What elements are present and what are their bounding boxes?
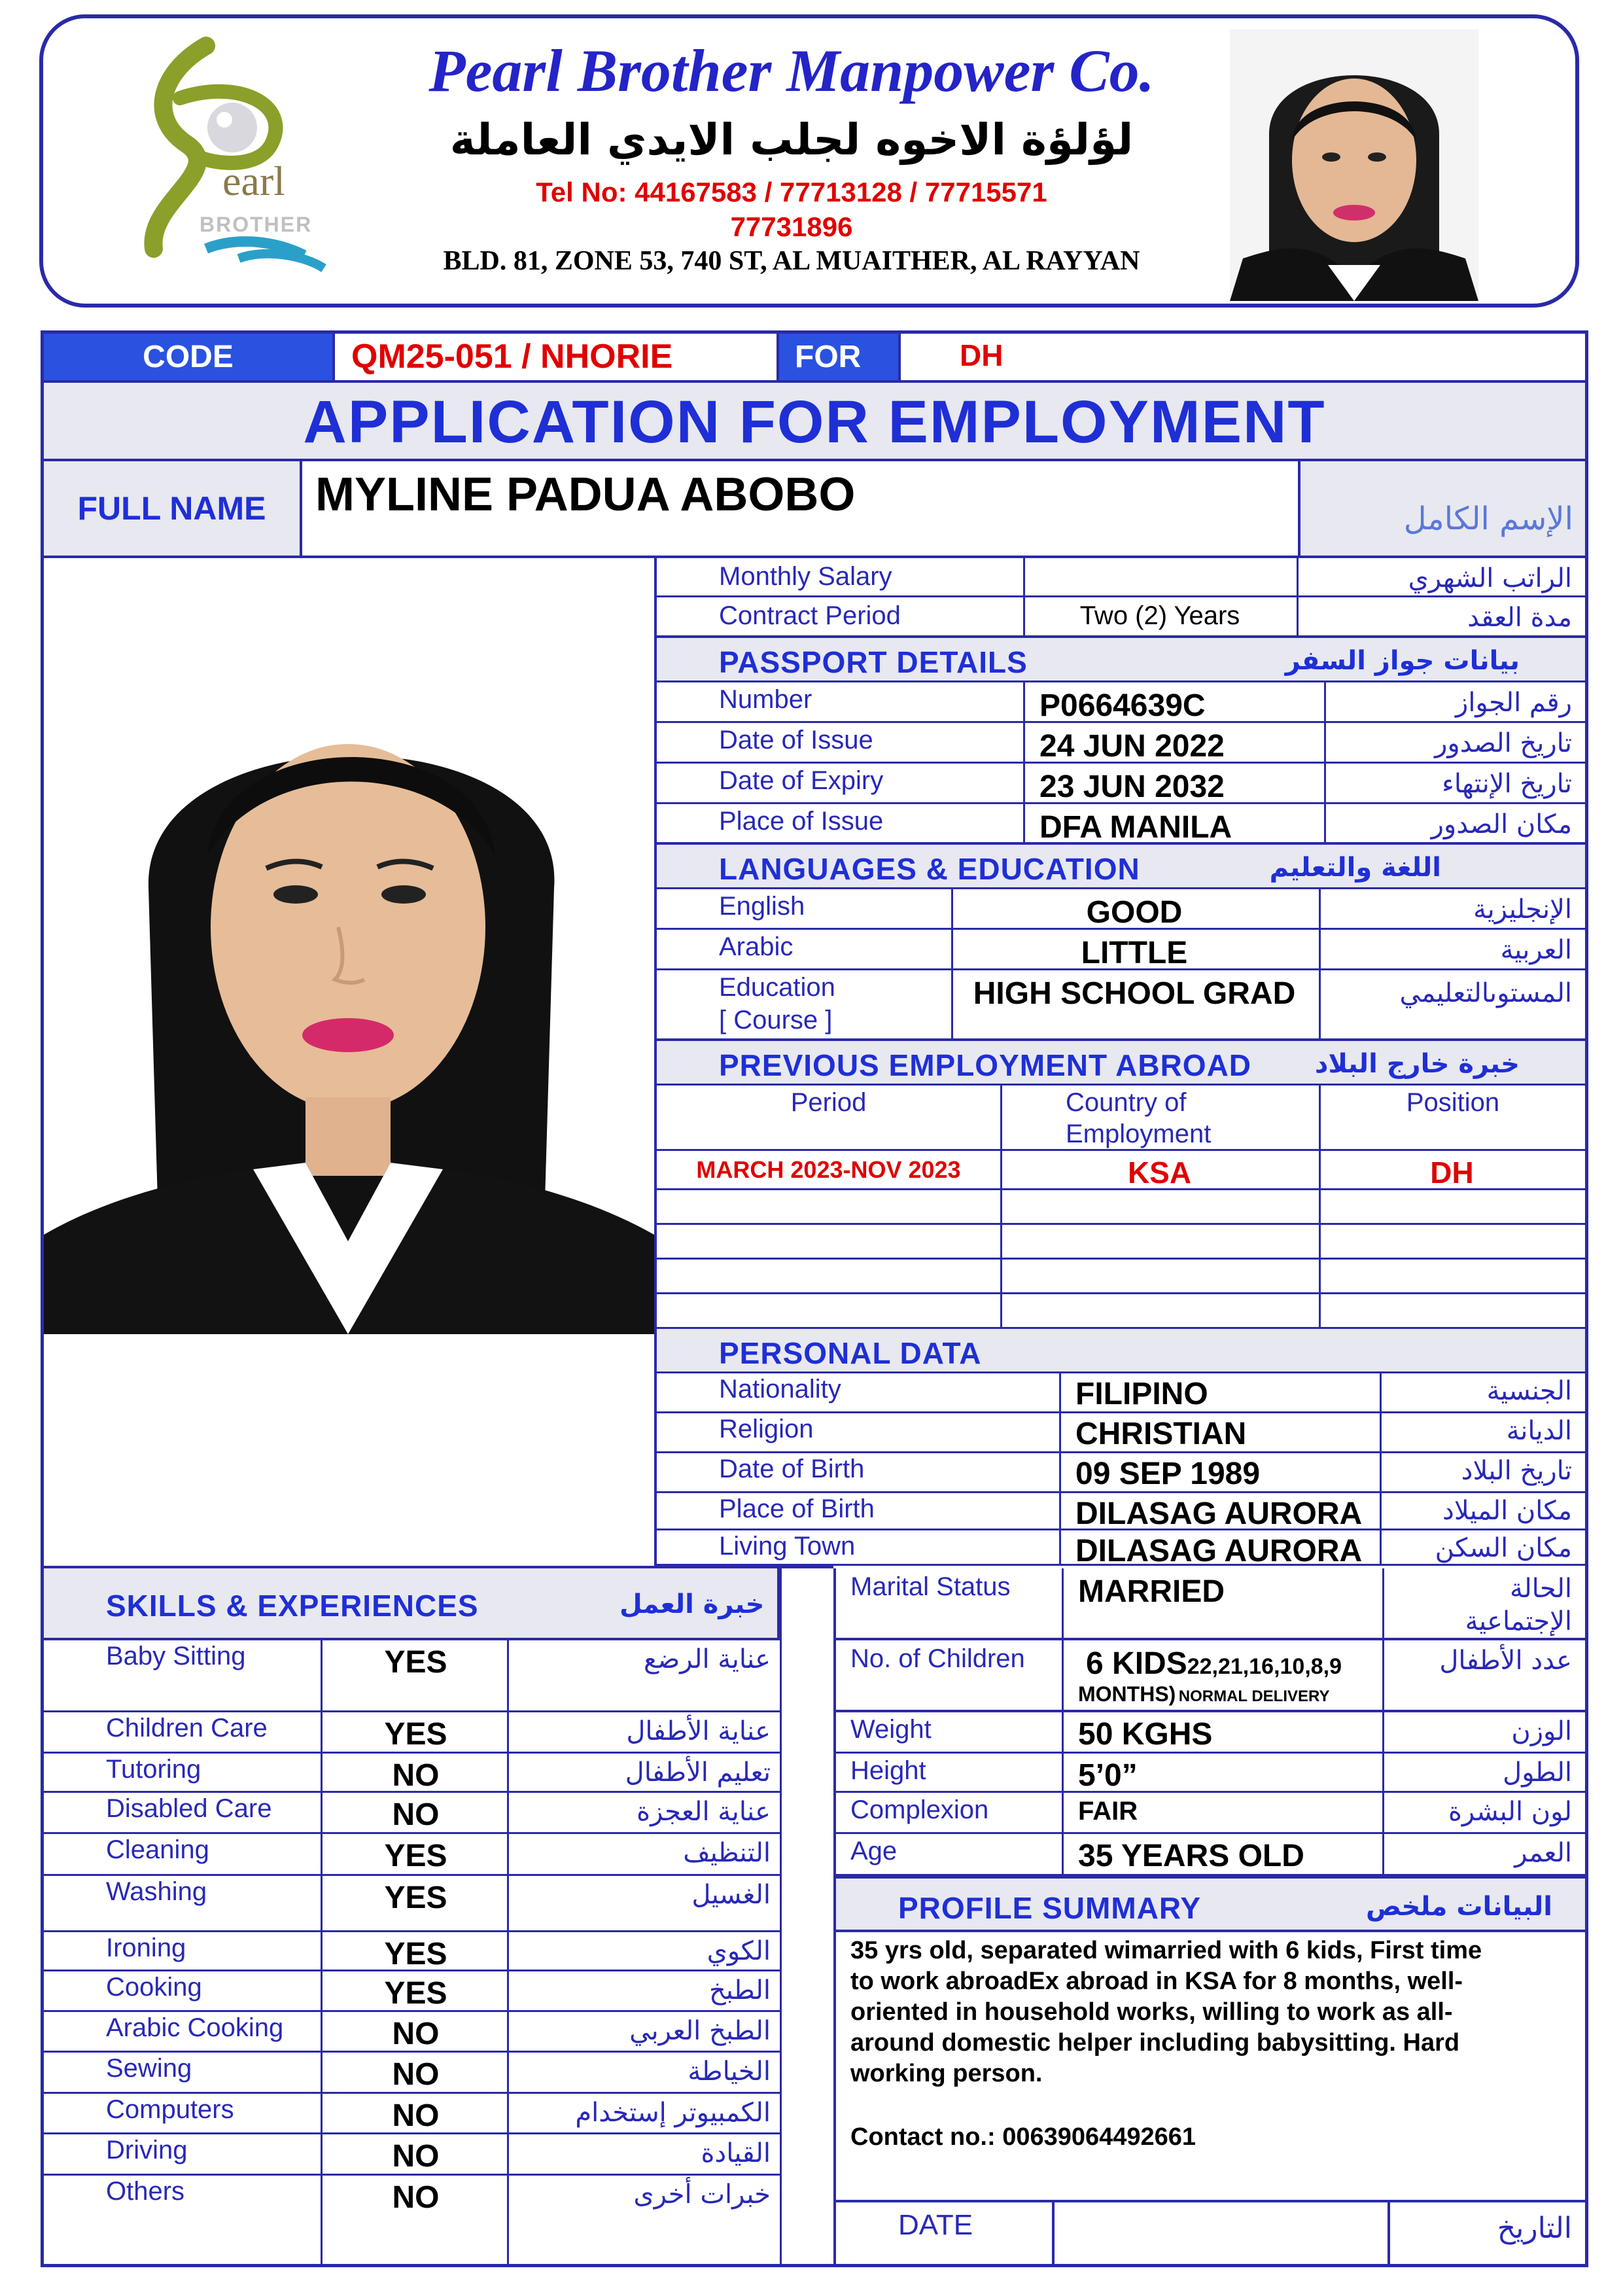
skill-label-arabic: الكمبيوتر إستخدام [575,2098,771,2128]
date-label: DATE [898,2209,973,2241]
marital-value: MARRIED [1078,1574,1225,1609]
skill-value: NO [392,2139,440,2174]
personal-row [657,1453,1585,1493]
passport-place-row [657,804,1585,845]
skill-label-arabic: التنظيف [683,1838,771,1868]
skill-value: YES [384,1645,447,1680]
physical-value: 5’0” [1078,1758,1138,1793]
date-row [836,2200,1585,2267]
personal-label: Date of Birth [719,1455,865,1483]
education-label-arabic: المستوىالتعليمي [1399,978,1572,1008]
skill-label: Disabled Care [106,1794,272,1823]
profile-line: 35 yrs old, separated wimarried with 6 kids, First time [850,1937,1482,1964]
previous-country: KSA [1127,1156,1192,1190]
col-country: Country of [1066,1088,1187,1117]
date-of-issue-value: 24 JUN 2022 [1039,729,1225,764]
skill-label: Cooking [106,1973,202,2002]
company-phone-2: 77731896 [730,211,853,242]
skills-heading: SKILLS & EXPERIENCES [106,1589,479,1623]
place-of-issue-label: Place of Issue [719,807,884,836]
code-label: CODE [143,340,234,374]
place-of-issue-value: DFA MANILA [1039,810,1232,845]
skill-label: Washing [106,1877,207,1906]
skill-row [44,1793,780,1834]
full-name-row [44,461,1585,558]
monthly-salary-label: Monthly Salary [719,562,892,591]
for-value: DH [960,338,1003,372]
skill-label: Tutoring [106,1755,201,1784]
skill-label: Arabic Cooking [106,2013,284,2042]
physical-label: Weight [850,1715,932,1744]
skill-label-arabic: الكوي [707,1936,771,1966]
previous-row-empty [657,1260,1585,1294]
education-value: HIGH SCHOOL GRAD [973,976,1296,1011]
personal-label-arabic: مكان السكن [1435,1533,1572,1563]
skill-label: Children Care [106,1714,268,1742]
marital-label: Marital Status [850,1572,1011,1601]
personal-heading-row [657,1329,1585,1373]
skill-label: Cleaning [106,1835,209,1864]
physical-label-arabic: الوزن [1511,1716,1572,1746]
skill-value: NO [392,1758,440,1793]
full-name-arabic-cell [1298,461,1585,556]
personal-label: Nationality [719,1375,841,1404]
skill-value: NO [392,2180,440,2215]
children-value [1086,1646,1342,1682]
col-position: Position [1406,1088,1500,1117]
skill-label-arabic: عناية الرضع [643,1644,771,1674]
profile-line: oriented in household works, willing to work as all- [850,1998,1453,2026]
skill-label-arabic: عناية الأطفال [626,1716,771,1746]
personal-value: FILIPINO [1075,1377,1208,1411]
personal-label-arabic: الجنسية [1486,1376,1572,1406]
skill-row [44,1876,780,1932]
education-label: Education [719,973,835,1002]
skill-row [44,1971,780,2012]
skill-value: YES [384,1717,447,1752]
skill-label: Driving [106,2136,188,2164]
date-of-expiry-value: 23 JUN 2032 [1039,769,1225,804]
physical-label: Complexion [850,1795,989,1824]
children-count: 6 KIDS [1086,1646,1187,1681]
passport-heading: PASSPORT DETAILS [719,645,1028,679]
profile-heading-row [836,1876,1585,1932]
passport-heading-arabic: بيانات جواز السفر [1285,646,1520,676]
skills-heading-row [44,1568,780,1640]
profile-heading-arabic: البيانات ملخص [1365,1892,1552,1922]
skill-row [44,1932,780,1971]
skill-value: NO [392,2057,440,2092]
passport-heading-row [657,638,1585,682]
skill-value: YES [384,1976,447,2011]
previous-row-empty [657,1225,1585,1260]
contract-period-label-arabic: مدة العقد [1467,603,1572,633]
skill-label-arabic: الطبخ [708,1975,771,2005]
for-label: FOR [795,340,862,374]
passport-number-value: P0664639C [1039,688,1206,723]
skill-row [44,2053,780,2094]
personal-value: DILASAG AURORA [1075,1534,1363,1568]
english-value: GOOD [1086,895,1183,930]
skills-heading-arabic: خبرة العمل [620,1589,765,1619]
languages-heading-row [657,845,1585,889]
profile-summary [850,1935,1577,2153]
passport-expiry-row [657,764,1585,804]
personal-label: Living Town [719,1532,856,1561]
code-row [44,334,1585,383]
company-name-arabic: لؤلؤة الاخوه لجلب الايدي العاملة [449,115,1134,165]
skills-col-sep [507,1640,509,2267]
passport-issue-row [657,723,1585,764]
profile-line: to work abroadEx abroad in KSA for 8 months, well- [850,1968,1463,1995]
skill-row [44,2176,780,2267]
skill-label: Ironing [106,1934,186,1962]
children-label: No. of Children [850,1644,1025,1673]
profile-heading: PROFILE SUMMARY [898,1891,1202,1925]
physical-row [836,1793,1585,1834]
previous-row-empty [657,1190,1585,1225]
previous-heading-arabic: خبرة خارج البلاد [1314,1049,1520,1079]
children-row [836,1640,1585,1712]
personal-label: Place of Birth [719,1494,875,1523]
company-name: Pearl Brother Manpower Co. [428,37,1155,104]
english-row [657,889,1585,930]
physical-label-arabic: الطول [1503,1757,1572,1788]
previous-row-empty [657,1294,1585,1329]
physical-label-arabic: العمر [1514,1838,1572,1868]
physical-label-arabic: لون البشرة [1448,1797,1572,1827]
physical-row [836,1712,1585,1754]
full-name-label-arabic: الإسم الكامل [1403,501,1573,537]
previous-row-1 [657,1151,1585,1190]
logo-text: earl [222,158,285,204]
code-label-cell [44,334,335,380]
skill-label: Baby Sitting [106,1642,246,1670]
physical-value: FAIR [1078,1797,1138,1826]
arabic-row [657,930,1585,970]
physical-value: 35 YEARS OLD [1078,1839,1304,1873]
contract-period-label: Contract Period [719,601,901,630]
children-label-arabic: عدد الأطفال [1439,1646,1572,1676]
previous-columns-row [657,1086,1585,1151]
marital-label-arabic: الحالة [1510,1574,1572,1604]
physical-label: Age [850,1837,898,1865]
skill-row [44,2012,780,2053]
date-of-expiry-label-arabic: تاريخ الإنتهاء [1442,769,1572,799]
marital-row [836,1568,1585,1640]
skills-col-sep [780,1568,782,2267]
skill-value: NO [392,2098,440,2133]
languages-heading: LANGUAGES & EDUCATION [719,852,1140,886]
skill-label-arabic: الخياطة [688,2057,771,2087]
contract-period-value: Two (2) Years [1079,601,1240,630]
skill-row [44,1754,780,1793]
personal-value: CHRISTIAN [1075,1417,1247,1451]
personal-row [657,1413,1585,1453]
full-name-label-cell [44,461,302,556]
physical-row [836,1834,1585,1876]
skill-label: Computers [106,2095,234,2124]
profile-line: around domestic helper including babysitting. Hard [850,2029,1460,2057]
physical-label: Height [850,1756,926,1785]
col-period: Period [790,1088,867,1117]
previous-heading-row [657,1041,1585,1086]
skills-col-sep [321,1640,323,2267]
skill-row [44,2134,780,2176]
education-course-label: [ Course ] [719,1006,833,1034]
children-months: MONTHS) [1078,1682,1176,1706]
children-ages: 22,21,16,10,8,9 [1187,1654,1342,1679]
physical-value: 50 KGHS [1078,1717,1213,1752]
skill-label-arabic: الطبخ العربي [629,2016,771,2046]
skill-row [44,1640,780,1712]
personal-label: Religion [719,1415,814,1443]
skill-row [44,1712,780,1754]
monthly-salary-label-arabic: الراتب الشهري [1408,563,1572,593]
col-country-2: Employment [1066,1120,1212,1148]
physical-row [836,1754,1585,1793]
date-of-issue-label-arabic: تاريخ الصدور [1435,728,1572,758]
date-label-arabic: التاريخ [1497,2212,1572,2245]
place-of-issue-label-arabic: مكان الصدور [1431,809,1572,839]
english-label: English [719,892,805,921]
personal-value: DILASAG AURORA [1075,1496,1363,1531]
personal-label-arabic: الديانة [1506,1416,1572,1446]
skill-value: YES [384,1839,447,1873]
skill-value: YES [384,1881,447,1915]
profile-contact: Contact no.: 00639064492661 [850,2123,1196,2151]
skill-label: Sewing [106,2054,192,2083]
education-row [657,970,1585,1041]
full-name-label: FULL NAME [77,490,266,527]
passport-number-label-arabic: رقم الجواز [1456,688,1572,718]
company-address: BLD. 81, ZONE 53, 740 ST, AL MUAITHER, AL RAYYAN [443,246,1140,276]
code-value: QM25-051 / NHORIE [351,338,673,376]
contract-period-row [657,597,1585,638]
monthly-salary-row [657,558,1585,597]
skill-label-arabic: القيادة [701,2138,771,2168]
applicant-photo [44,561,654,1334]
skill-value: NO [392,1797,440,1832]
personal-row [657,1530,1585,1566]
personal-row [657,1493,1585,1530]
previous-position: DH [1430,1156,1474,1190]
date-value[interactable] [1057,2202,1387,2265]
company-logo [108,33,383,294]
profile-line: working person. [850,2060,1043,2087]
passport-number-label: Number [719,685,812,714]
previous-period: MARCH 2023-NOV 2023 [696,1156,961,1183]
skill-label-arabic: عناية العجزة [637,1797,771,1827]
date-of-expiry-label: Date of Expiry [719,766,884,795]
skill-label-arabic: الغسيل [691,1880,771,1910]
applicant-photo-small [1230,29,1478,301]
marital-label-arabic-2: الإجتماعية [1465,1606,1572,1636]
personal-value: 09 SEP 1989 [1075,1457,1261,1491]
personal-label-arabic: مكان الميلاد [1442,1496,1572,1526]
arabic-label: Arabic [719,932,794,961]
full-name-value: MYLINE PADUA ABOBO [315,468,856,521]
skill-row [44,1834,780,1876]
skill-row [44,2094,780,2134]
arabic-value: LITTLE [1081,936,1188,970]
personal-heading: PERSONAL DATA [719,1336,982,1370]
skill-label: Others [106,2177,185,2206]
skill-value: NO [392,2017,440,2051]
passport-number-row [657,682,1585,723]
children-delivery: NORMAL DELIVERY [1178,1687,1330,1705]
date-of-issue-label: Date of Issue [719,726,873,754]
skill-value: YES [384,1937,447,1971]
previous-heading: PREVIOUS EMPLOYMENT ABROAD [719,1048,1252,1082]
children-value-2 [1078,1682,1329,1706]
english-label-arabic: الإنجليزية [1473,894,1572,925]
skill-label-arabic: تعليم الأطفال [625,1757,771,1788]
arabic-label-arabic: العربية [1500,935,1572,965]
personal-row [657,1373,1585,1413]
personal-label-arabic: تاريخ البلاد [1461,1456,1572,1486]
for-label-cell [777,334,901,380]
title-row [44,383,1585,461]
skill-label-arabic: خبرات أخرى [633,2180,771,2210]
languages-heading-arabic: اللغة والتعليم [1269,853,1441,883]
page-title: APPLICATION FOR EMPLOYMENT [303,389,1326,455]
company-phone: Tel No: 44167583 / 77713128 / 77715571 [536,177,1047,207]
logo-subtext: BROTHER [200,213,313,236]
